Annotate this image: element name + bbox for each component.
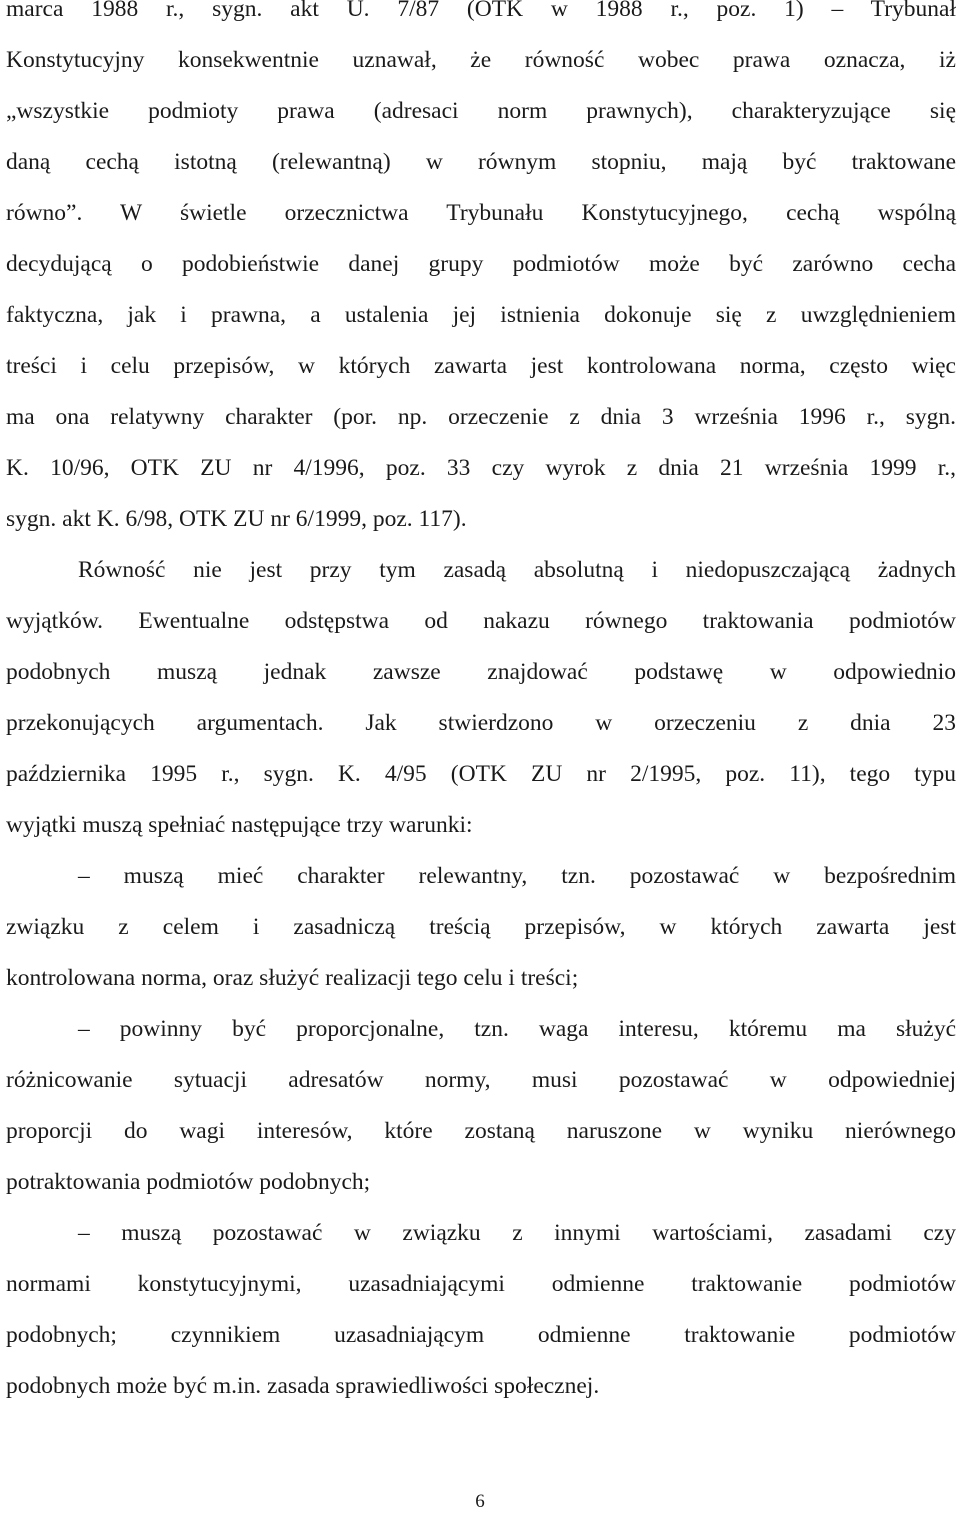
text-line: różnicowanie sytuacji adresatów normy, musi pozostawać w odpowiedniej [6, 1067, 956, 1093]
text-line: faktyczna, jak i prawna, a ustalenia jej istnienia dokonuje się z uwzględnieniem [6, 302, 956, 328]
text-line: – powinny być proporcjonalne, tzn. waga interesu, któremu ma służyć [78, 1016, 956, 1042]
text-line: sygn. akt K. 6/98, OTK ZU nr 6/1999, poz. 117). [6, 506, 467, 532]
text-line: podobnych muszą jednak zawsze znajdować podstawę w odpowiednio [6, 659, 956, 685]
text-line: ma ona relatywny charakter (por. np. orzeczenie z dnia 3 września 1996 r., sygn. [6, 404, 956, 430]
text-line: Konstytucyjny konsekwentnie uznawał, że równość wobec prawa oznacza, iż [6, 47, 956, 73]
text-line: Równość nie jest przy tym zasadą absolutną i niedopuszczającą żadnych [78, 557, 956, 583]
text-line: związku z celem i zasadniczą treścią przepisów, w których zawarta jest [6, 914, 956, 940]
text-line: K. 10/96, OTK ZU nr 4/1996, poz. 33 czy wyrok z dnia 21 września 1999 r., [6, 455, 956, 481]
text-line: proporcji do wagi interesów, które zostaną naruszone w wyniku nierównego [6, 1118, 956, 1144]
text-line: podobnych; czynnikiem uzasadniającym odmienne traktowanie podmiotów [6, 1322, 956, 1348]
text-line: „wszystkie podmioty prawa (adresaci norm prawnych), charakteryzujące się [6, 98, 956, 124]
text-line: przekonujących argumentach. Jak stwierdzono w orzeczeniu z dnia 23 [6, 710, 956, 736]
text-line: – muszą mieć charakter relewantny, tzn. pozostawać w bezpośrednim [78, 863, 956, 889]
text-line: kontrolowana norma, oraz służyć realizacji tego celu i treści; [6, 965, 579, 991]
text-line: daną cechą istotną (relewantną) w równym stopniu, mają być traktowane [6, 149, 956, 175]
text-line: wyjątków. Ewentualne odstępstwa od nakazu równego traktowania podmiotów [6, 608, 956, 634]
text-line: potraktowania podmiotów podobnych; [6, 1169, 371, 1195]
text-line: października 1995 r., sygn. K. 4/95 (OTK ZU nr 2/1995, poz. 11), tego typu [6, 761, 956, 787]
text-line: równo”. W świetle orzecznictwa Trybunału Konstytucyjnego, cechą wspólną [6, 200, 956, 226]
text-line: normami konstytucyjnymi, uzasadniającymi odmienne traktowanie podmiotów [6, 1271, 956, 1297]
text-line: wyjątki muszą spełniać następujące trzy warunki: [6, 812, 473, 838]
text-line: marca 1988 r., sygn. akt U. 7/87 (OTK w 1988 r., poz. 1) – Trybunał [6, 0, 956, 22]
page-number: 6 [475, 1491, 485, 1512]
text-line: treści i celu przepisów, w których zawarta jest kontrolowana norma, często więc [6, 353, 956, 379]
text-line: podobnych może być m.in. zasada sprawiedliwości społecznej. [6, 1373, 600, 1399]
text-line: decydującą o podobieństwie danej grupy podmiotów może być zarówno cecha [6, 251, 956, 277]
text-line: – muszą pozostawać w związku z innymi wartościami, zasadami czy [78, 1220, 956, 1246]
